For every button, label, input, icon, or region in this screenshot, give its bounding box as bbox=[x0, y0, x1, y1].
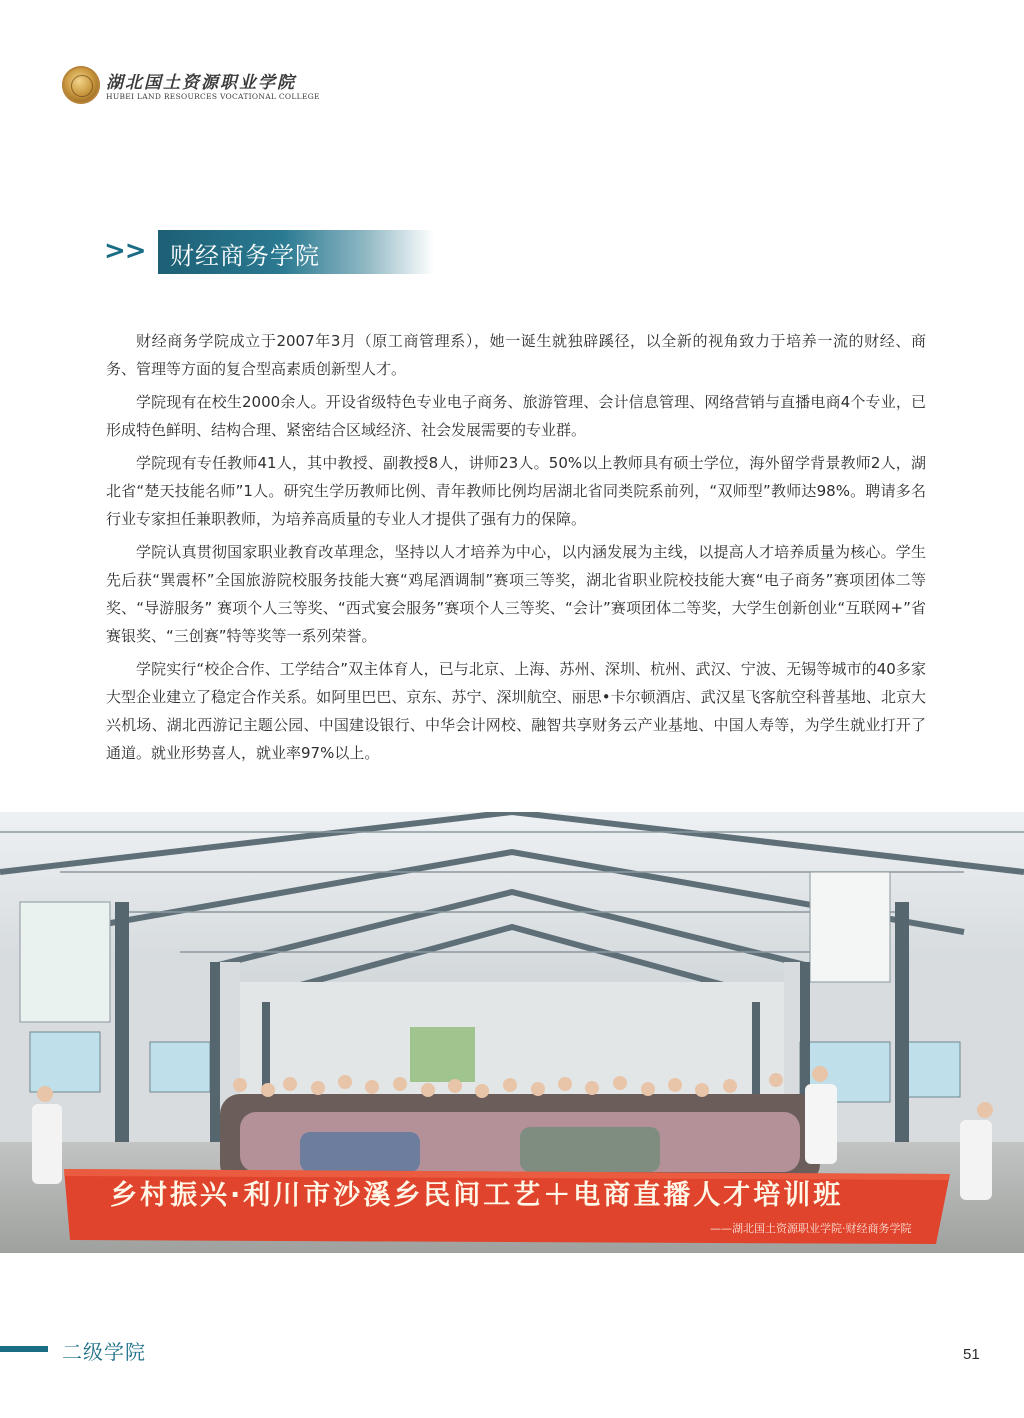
college-seal-icon bbox=[62, 66, 100, 104]
college-logo bbox=[62, 66, 320, 106]
section-title: 财经商务学院 bbox=[170, 242, 320, 270]
paragraph: 学院认真贯彻国家职业教育改革理念，坚持以人才培养为中心，以内涵发展为主线，以提高人才培养质量为核心。学生先后获“巽震杯”全国旅游院校服务技能大赛“鸡尾酒调制”赛项三等奖，湖北省职业院校技能大赛“电子商务”赛项团体二等奖、“导游服务” 赛项个人三等奖、“西式宴会服务”赛项个人三等奖、“会计”赛项团体二等奖，大学生创新创业“互联网+”省赛银奖、“三创赛”特等奖等一系列荣誉。 bbox=[106, 543, 926, 645]
footer-accent-bar bbox=[0, 1346, 48, 1352]
college-name-en: HUBEI LAND RESOURCES VOCATIONAL COLLEGE bbox=[106, 92, 320, 101]
paragraph: 学院现有专任教师41人，其中教授、副教授8人，讲师23人。50%以上教师具有硕士学位，海外留学背景教师2人，湖北省“楚天技能名师”1人。研究生学历教师比例、青年教师比例均居湖北省同类院系前列，“双师型”教师达98%。聘请多名行业专家担任兼职教师，为培养高质量的专业人才提供了强有力的保障。 bbox=[106, 454, 926, 528]
section-title-bar bbox=[158, 230, 434, 274]
footer-section-label: 二级学院 bbox=[62, 1340, 146, 1364]
banner-subtext: ——湖北国土资源职业学院·财经商务学院 bbox=[710, 1222, 912, 1235]
section-arrow-icon: >> bbox=[104, 236, 146, 266]
page-number: 51 bbox=[963, 1346, 980, 1363]
paragraph: 学院现有在校生2000余人。开设省级特色专业电子商务、旅游管理、会计信息管理、网络营销与直播电商4个专业，已形成特色鲜明、结构合理、紧密结合区域经济、社会发展需要的专业群。 bbox=[106, 393, 926, 439]
article-body bbox=[106, 327, 926, 772]
college-name-cn: 湖北国土资源职业学院 bbox=[106, 73, 296, 93]
paragraph: 学院实行“校企合作、工学结合”双主体育人，已与北京、上海、苏州、深圳、杭州、武汉、宁波、无锡等城市的40多家大型企业建立了稳定合作关系。如阿里巴巴、京东、苏宁、深圳航空、丽思•卡尔顿酒店、武汉星飞客航空科普基地、北京大兴机场、湖北西游记主题公园、中国建设银行、中华会计网校、融智共享财务云产业基地、中国人寿等，为学生就业打开了通道。就业形势喜人，就业率97%以上。 bbox=[106, 660, 926, 762]
banner-text: 乡村振兴·利川市沙溪乡民间工艺＋电商直播人才培训班 bbox=[110, 1180, 844, 1211]
paragraph: 财经商务学院成立于2007年3月（原工商管理系），她一诞生就独辟蹊径，以全新的视角致力于培养一流的财经、商务、管理等方面的复合型高素质创新型人才。 bbox=[106, 332, 926, 378]
group-photo bbox=[0, 812, 1024, 1253]
